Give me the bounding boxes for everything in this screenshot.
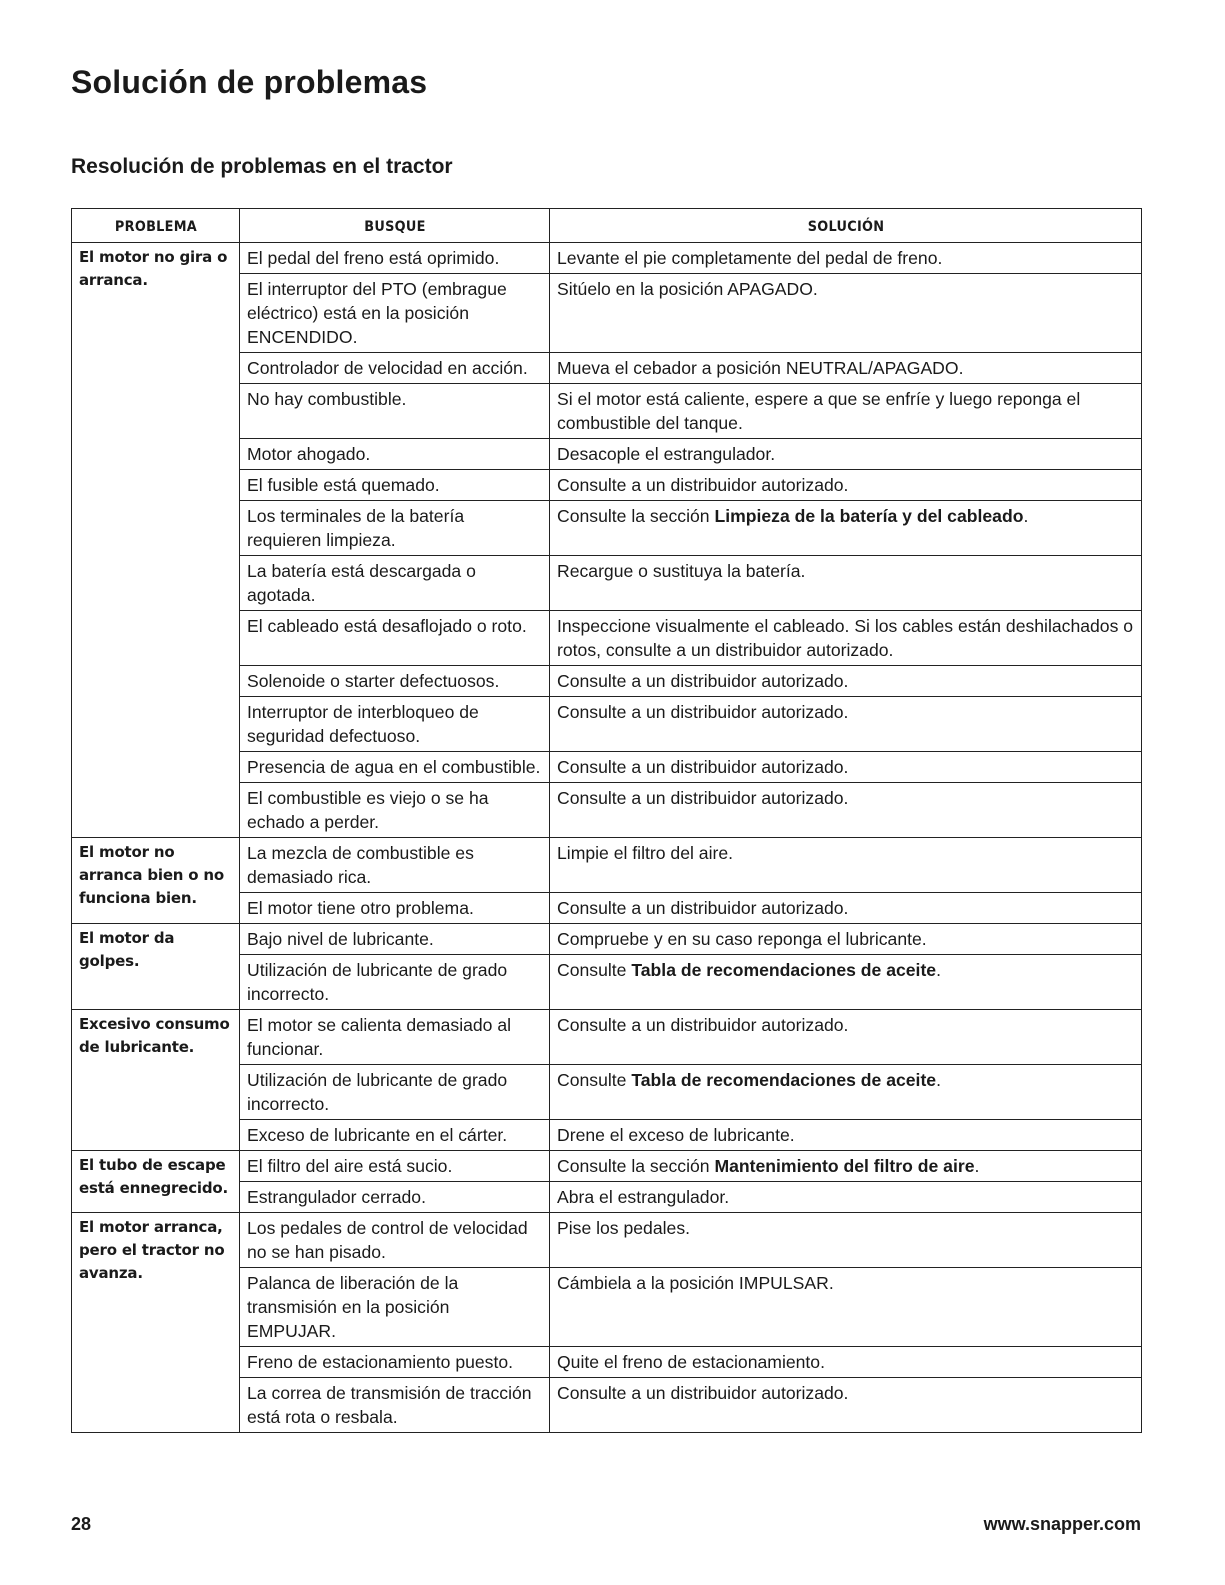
troubleshooting-table (71, 208, 1142, 1433)
section-reference: Mantenimiento del filtro de aire (714, 1156, 975, 1176)
solution-cell: Drene el exceso de lubricante. (550, 1120, 1142, 1151)
cause-cell: Motor ahogado. (240, 439, 550, 470)
solution-text: Consulte (557, 1070, 632, 1090)
solution-cell: Inspeccione visualmente el cableado. Si los cables están deshilachados o rotos, consulte a un distribuidor autorizado. (550, 611, 1142, 666)
cause-cell: Estrangulador cerrado. (240, 1182, 550, 1213)
cause-cell: La batería está descargada o agotada. (240, 556, 550, 611)
solution-cell: Consulte a un distribuidor autorizado. (550, 783, 1142, 838)
table-row (72, 924, 1142, 955)
solution-cell: Si el motor está caliente, espere a que se enfríe y luego reponga el combustible del tanque. (550, 384, 1142, 439)
solution-cell: Sitúelo en la posición APAGADO. (550, 274, 1142, 353)
solution-cell: Consulte a un distribuidor autorizado. (550, 666, 1142, 697)
table-body (72, 243, 1142, 1433)
cause-cell: El cableado está desaflojado o roto. (240, 611, 550, 666)
solution-cell: Consulte a un distribuidor autorizado. (550, 893, 1142, 924)
solution-text-end: . (936, 1070, 941, 1090)
solution-cell: Consulte a un distribuidor autorizado. (550, 697, 1142, 752)
cause-cell: El filtro del aire está sucio. (240, 1151, 550, 1182)
section-reference: Tabla de recomendaciones de aceite (631, 1070, 937, 1090)
section-title: Resolución de problemas en el tractor (71, 155, 453, 178)
problem-cell: El tubo de escape está ennegrecido. (72, 1151, 240, 1213)
cause-cell: Utilización de lubricante de grado incorrecto. (240, 1065, 550, 1120)
solution-cell: Abra el estrangulador. (550, 1182, 1142, 1213)
cause-cell: Exceso de lubricante en el cárter. (240, 1120, 550, 1151)
cause-cell: El motor tiene otro problema. (240, 893, 550, 924)
solution-cell: Compruebe y en su caso reponga el lubricante. (550, 924, 1142, 955)
section-reference: Tabla de recomendaciones de aceite (631, 960, 937, 980)
cause-cell: Controlador de velocidad en acción. (240, 353, 550, 384)
solution-cell: Recargue o sustituya la batería. (550, 556, 1142, 611)
problem-cell: El motor da golpes. (72, 924, 240, 1010)
cause-cell: Los pedales de control de velocidad no se han pisado. (240, 1213, 550, 1268)
solution-cell: Consulte a un distribuidor autorizado. (550, 470, 1142, 501)
cause-cell: Freno de estacionamiento puesto. (240, 1347, 550, 1378)
solution-cell: Levante el pie completamente del pedal de freno. (550, 243, 1142, 274)
cause-cell: El fusible está quemado. (240, 470, 550, 501)
cause-cell: La mezcla de combustible es demasiado rica. (240, 838, 550, 893)
cause-cell: Bajo nivel de lubricante. (240, 924, 550, 955)
cause-cell: Los terminales de la batería requieren limpieza. (240, 501, 550, 556)
cause-cell: El pedal del freno está oprimido. (240, 243, 550, 274)
solution-cell: Pise los pedales. (550, 1213, 1142, 1268)
table-row (72, 838, 1142, 893)
cause-cell: El motor se calienta demasiado al funcionar. (240, 1010, 550, 1065)
solution-text: Consulte (557, 960, 632, 980)
solution-text-end: . (936, 960, 941, 980)
table-row (72, 1213, 1142, 1268)
page-number: 28 (71, 1514, 92, 1534)
website-url: www.snapper.com (983, 1514, 1141, 1534)
cause-cell: La correa de transmisión de tracción está rota o resbala. (240, 1378, 550, 1433)
cause-cell: El interruptor del PTO (embrague eléctrico) está en la posición ENCENDIDO. (240, 274, 550, 353)
solution-cell (550, 1065, 1142, 1120)
table-row (72, 1151, 1142, 1182)
header-look-for: BUSQUE (252, 209, 537, 243)
table-header-row (72, 209, 1142, 243)
cause-cell: El combustible es viejo o se ha echado a perder. (240, 783, 550, 838)
problem-cell: El motor arranca, pero el tractor no avanza. (72, 1213, 240, 1433)
table-row (72, 1010, 1142, 1065)
solution-text: Consulte la sección (557, 506, 715, 526)
solution-cell: Consulte a un distribuidor autorizado. (550, 1010, 1142, 1065)
solution-cell: Consulte a un distribuidor autorizado. (550, 752, 1142, 783)
solution-text-end: . (974, 1156, 980, 1176)
cause-cell: No hay combustible. (240, 384, 550, 439)
solution-cell: Quite el freno de estacionamiento. (550, 1347, 1142, 1378)
solution-cell: Cámbiela a la posición IMPULSAR. (550, 1268, 1142, 1347)
problem-cell: El motor no gira o arranca. (72, 243, 240, 838)
solution-cell: Mueva el cebador a posición NEUTRAL/APAGADO. (550, 353, 1142, 384)
cause-cell: Presencia de agua en el combustible. (240, 752, 550, 783)
solution-text: Consulte la sección (557, 1156, 715, 1176)
cause-cell: Interruptor de interbloqueo de seguridad defectuoso. (240, 697, 550, 752)
section-reference: Limpieza de la batería y del cableado (714, 506, 1024, 526)
problem-cell: El motor no arranca bien o no funciona bien. (72, 838, 240, 924)
solution-cell: Limpie el filtro del aire. (550, 838, 1142, 893)
cause-cell: Solenoide o starter defectuosos. (240, 666, 550, 697)
table-row (72, 243, 1142, 274)
cause-cell: Palanca de liberación de la transmisión en la posición EMPUJAR. (240, 1268, 550, 1347)
solution-cell (550, 1151, 1142, 1182)
header-solution: SOLUCIÓN (573, 209, 1118, 243)
header-problem: PROBLEMA (78, 209, 233, 243)
solution-text-end: . (1023, 506, 1029, 526)
page-title: Solución de problemas (71, 64, 428, 100)
solution-cell (550, 501, 1142, 556)
solution-cell (550, 955, 1142, 1010)
problem-cell: Excesivo consumo de lubricante. (72, 1010, 240, 1151)
cause-cell: Utilización de lubricante de grado incorrecto. (240, 955, 550, 1010)
solution-cell: Consulte a un distribuidor autorizado. (550, 1378, 1142, 1433)
solution-cell: Desacople el estrangulador. (550, 439, 1142, 470)
